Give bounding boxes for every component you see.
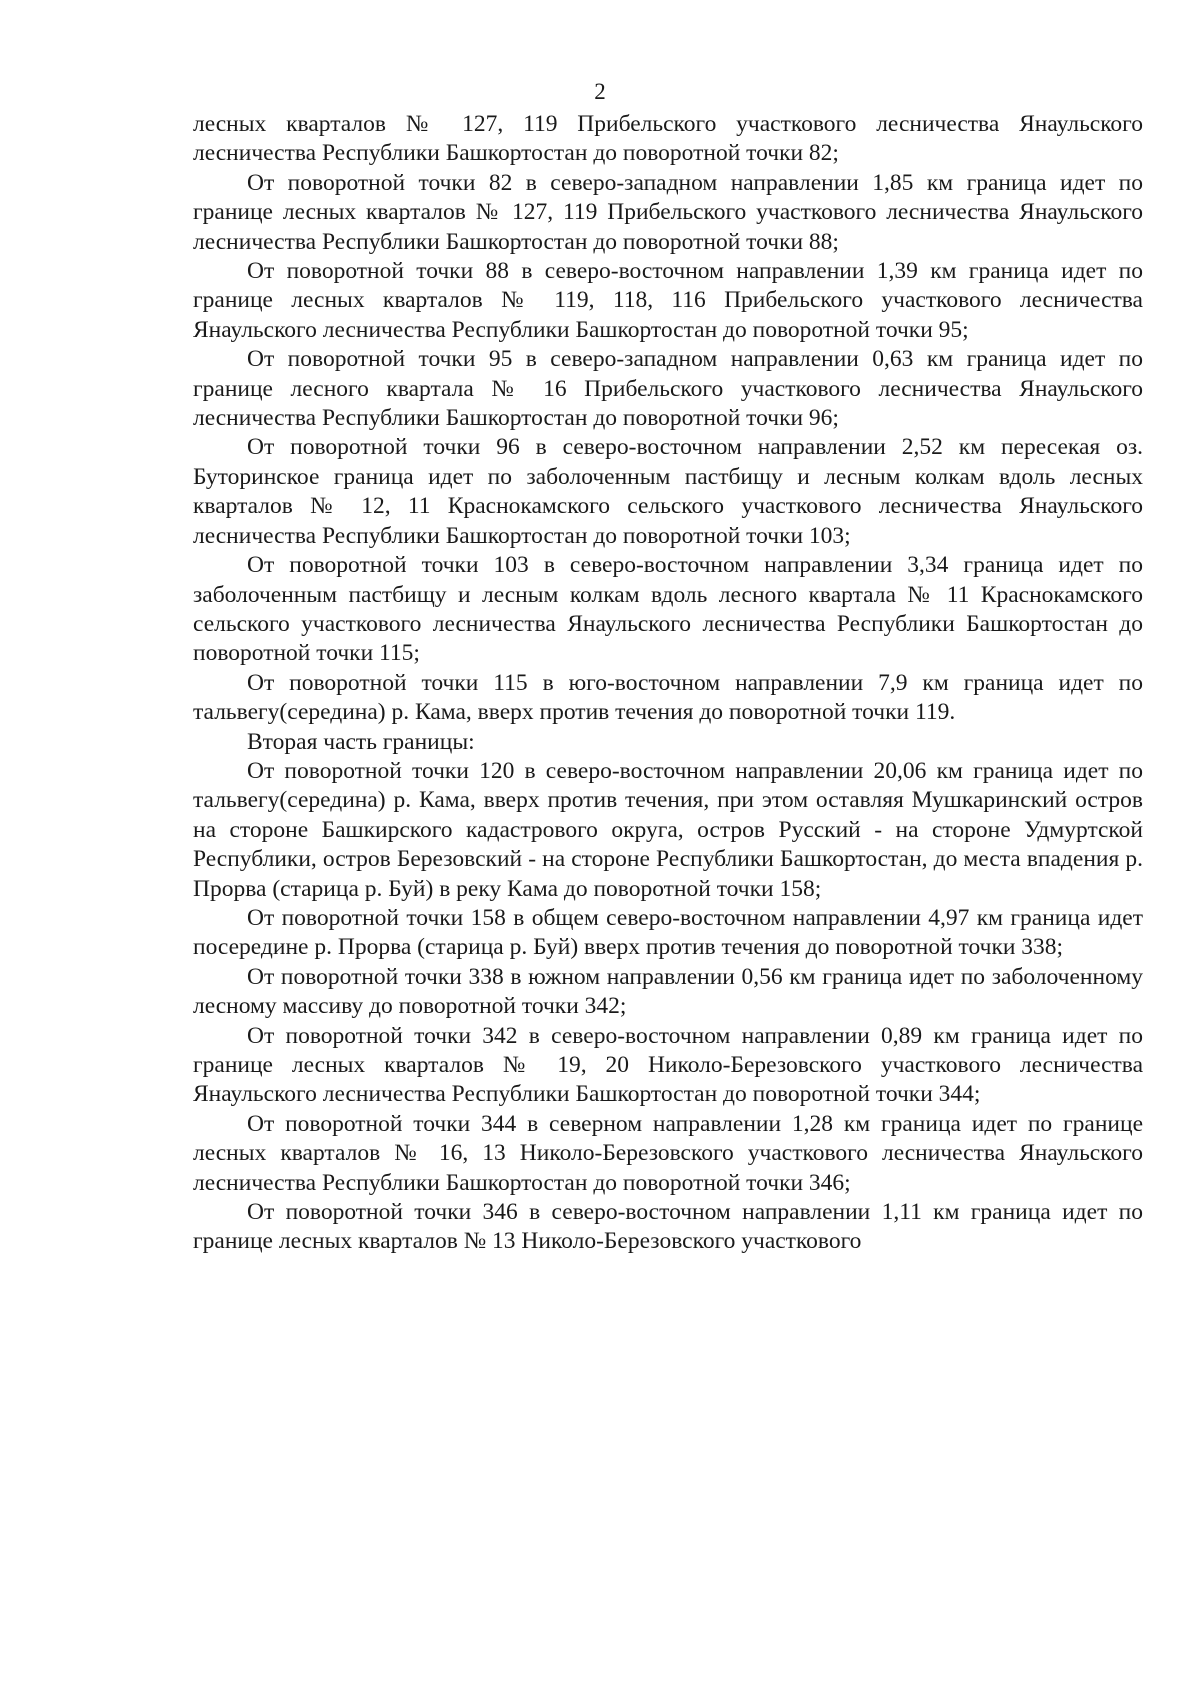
paragraph: От поворотной точки 346 в северо-восточном направлении 1,11 км граница идет по границе лесных кварталов № 13 Николо-Березовского участкового: [193, 1199, 1143, 1255]
paragraph: От поворотной точки 115 в юго-восточном направлении 7,9 км граница идет по тальвегу(середина) р. Кама, вверх против течения до поворотной точки 119.: [193, 669, 1143, 726]
paragraph: От поворотной точки 158 в общем северо-восточном направлении 4,97 км граница идет посередине р. Прорва (старица р. Буй) вверх против течения до поворотной точки 338;: [193, 904, 1143, 961]
section-heading: Вторая часть границы:: [247, 728, 475, 755]
page-number: 2: [594, 79, 606, 104]
paragraph: От поворотной точки 103 в северо-восточном направлении 3,34 граница идет по заболоченным пастбищу и лесным колкам вдоль лесного квартала № 11 Краснокамского сельского участкового лесничества Янаульского лесничества Республики Башкортостан до поворотной точки 115;: [193, 552, 1143, 667]
paragraph: лесных кварталов № 127, 119 Прибельского участкового лесничества Янаульского лесничества Республики Башкортостан до поворотной точки 82;: [193, 111, 1143, 167]
paragraph: От поворотной точки 82 в северо-западном направлении 1,85 км граница идет по границе лесных кварталов № 127, 119 Прибельского участкового лесничества Янаульского лесничества Республики Башкортостан до поворотной точки 88;: [193, 169, 1143, 255]
paragraph: От поворотной точки 120 в северо-восточном направлении 20,06 км граница идет по тальвегу(середина) р. Кама, вверх против течения, при этом оставляя Мушкаринский остров на стороне Башкирского кадастрового округа, остров Русский - на стороне Удмуртской Республики, остров Березовский - на стороне Республики Башкортостан, до места впадения р. Прорва (старица р. Буй) в реку Кама до поворотной точки 158;: [193, 757, 1143, 902]
paragraph: От поворотной точки 344 в северном направлении 1,28 км граница идет по границе лесных кварталов № 16, 13 Николо-Березовского участкового лесничества Янаульского лесничества Республики Башкортостан до поворотной точки 346;: [193, 1110, 1143, 1196]
paragraph: От поворотной точки 338 в южном направлении 0,56 км граница идет по заболоченному лесному массиву до поворотной точки 342;: [193, 963, 1143, 1020]
paragraph: От поворотной точки 88 в северо-восточном направлении 1,39 км граница идет по границе лесных кварталов № 119, 118, 116 Прибельского участкового лесничества Янаульского лесничества Республики Башкортостан до поворотной точки 95;: [193, 258, 1143, 343]
paragraph: От поворотной точки 96 в северо-восточном направлении 2,52 км пересекая оз. Буторинское граница идет по заболоченным пастбищу и лесным колкам вдоль лесных кварталов № 12, 11 Краснокамского сельского участкового лесничества Янаульского лесничества Республики Башкортостан до поворотной точки 103;: [193, 434, 1143, 549]
paragraph: От поворотной точки 342 в северо-восточном направлении 0,89 км граница идет по границе лесных кварталов № 19, 20 Николо-Березовского участкового лесничества Янаульского лесничества Республики Башкортостан до поворотной точки 344;: [193, 1022, 1143, 1108]
document-body: [193, 110, 1143, 1257]
paragraph: От поворотной точки 95 в северо-западном направлении 0,63 км граница идет по границе лесного квартала № 16 Прибельского участкового лесничества Янаульского лесничества Республики Башкортостан до поворотной точки 96;: [193, 346, 1143, 432]
